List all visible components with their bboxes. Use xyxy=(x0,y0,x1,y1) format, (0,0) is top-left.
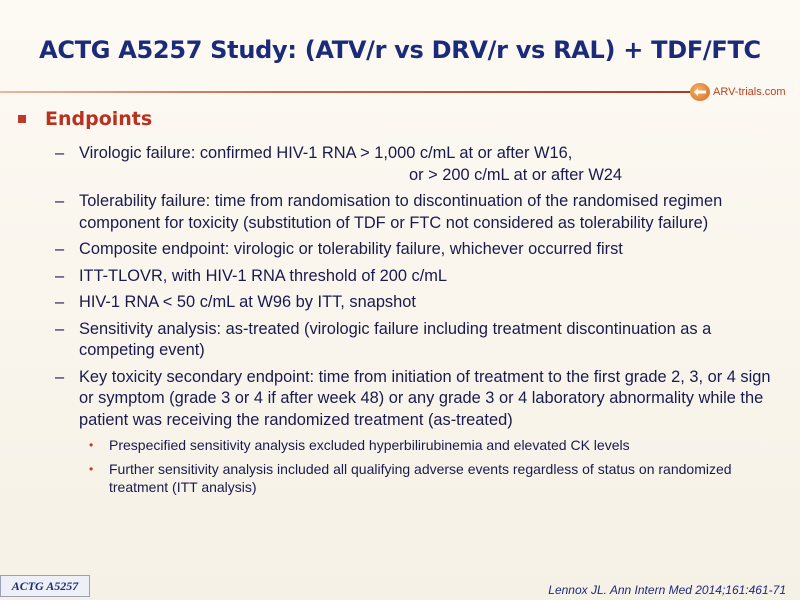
sub-item-text: Further sensitivity analysis included all qualifying adverse events regardless of status on randomized treatment (ITT analysis) xyxy=(109,461,732,495)
item-text: HIV-1 RNA < 50 c/mL at W96 by ITT, snapshot xyxy=(79,293,416,311)
reference-citation: Lennox JL. Ann Intern Med 2014;161:461-71 xyxy=(548,583,786,597)
list-item xyxy=(55,319,785,362)
dash-bullet-icon: – xyxy=(55,144,65,162)
dash-bullet-icon: – xyxy=(55,266,65,285)
dot-bullet-icon: • xyxy=(89,438,94,452)
logo-text: ARV-trials.com xyxy=(713,86,786,98)
endpoint-list xyxy=(55,143,785,502)
list-item xyxy=(55,266,785,288)
list-item xyxy=(55,292,785,314)
item-text: ITT-TLOVR, with HIV-1 RNA threshold of 200 c/mL xyxy=(79,266,448,285)
item-text: Composite endpoint: virologic or tolerability failure, whichever occurred first xyxy=(79,240,623,258)
section-endpoints xyxy=(18,108,152,130)
sub-item-text: Prespecified sensitivity analysis excluded hyperbilirubinemia and elevated CK levels xyxy=(109,437,630,453)
item-text: Virologic failure: confirmed HIV-1 RNA > 1,000 c/mL at or after W16, xyxy=(79,144,573,162)
item-text: Key toxicity secondary endpoint: time from initiation of treatment to the first grade 2, 3, or 4 sign or symptom (grade 3 or 4 if after week 48) or any grade 3 or 4 laboratory abnormality while the patient was receiving the randomized treatment (as-treated) xyxy=(79,367,771,429)
section-heading: Endpoints xyxy=(45,108,153,130)
list-item xyxy=(55,367,785,432)
dot-bullet-icon: • xyxy=(89,462,94,476)
square-bullet-icon xyxy=(18,115,26,123)
sub-list-item xyxy=(89,460,785,496)
list-item xyxy=(55,239,785,261)
slide-title: ACTG A5257 Study: (ATV/r vs DRV/r vs RAL) + TDF/FTC xyxy=(39,36,761,64)
item-continuation: or > 200 c/mL at or after W24 xyxy=(409,165,623,184)
dash-bullet-icon: – xyxy=(55,240,65,258)
list-item xyxy=(55,143,785,186)
dash-bullet-icon: – xyxy=(55,319,65,338)
dash-bullet-icon: – xyxy=(55,192,65,210)
list-item xyxy=(55,191,785,234)
item-text: Tolerability failure: time from randomisation to discontinuation of the randomised regimen component for toxicity (substitution of TDF or FTC not considered as tolerability failure) xyxy=(79,192,723,232)
dash-bullet-icon: – xyxy=(55,293,65,311)
item-text: Sensitivity analysis: as-treated (virologic failure including treatment discontinuation as a competing event) xyxy=(79,319,712,359)
dash-bullet-icon: – xyxy=(55,367,65,386)
sub-list-item xyxy=(89,436,785,454)
study-tag: ACTG A5257 xyxy=(0,575,90,597)
